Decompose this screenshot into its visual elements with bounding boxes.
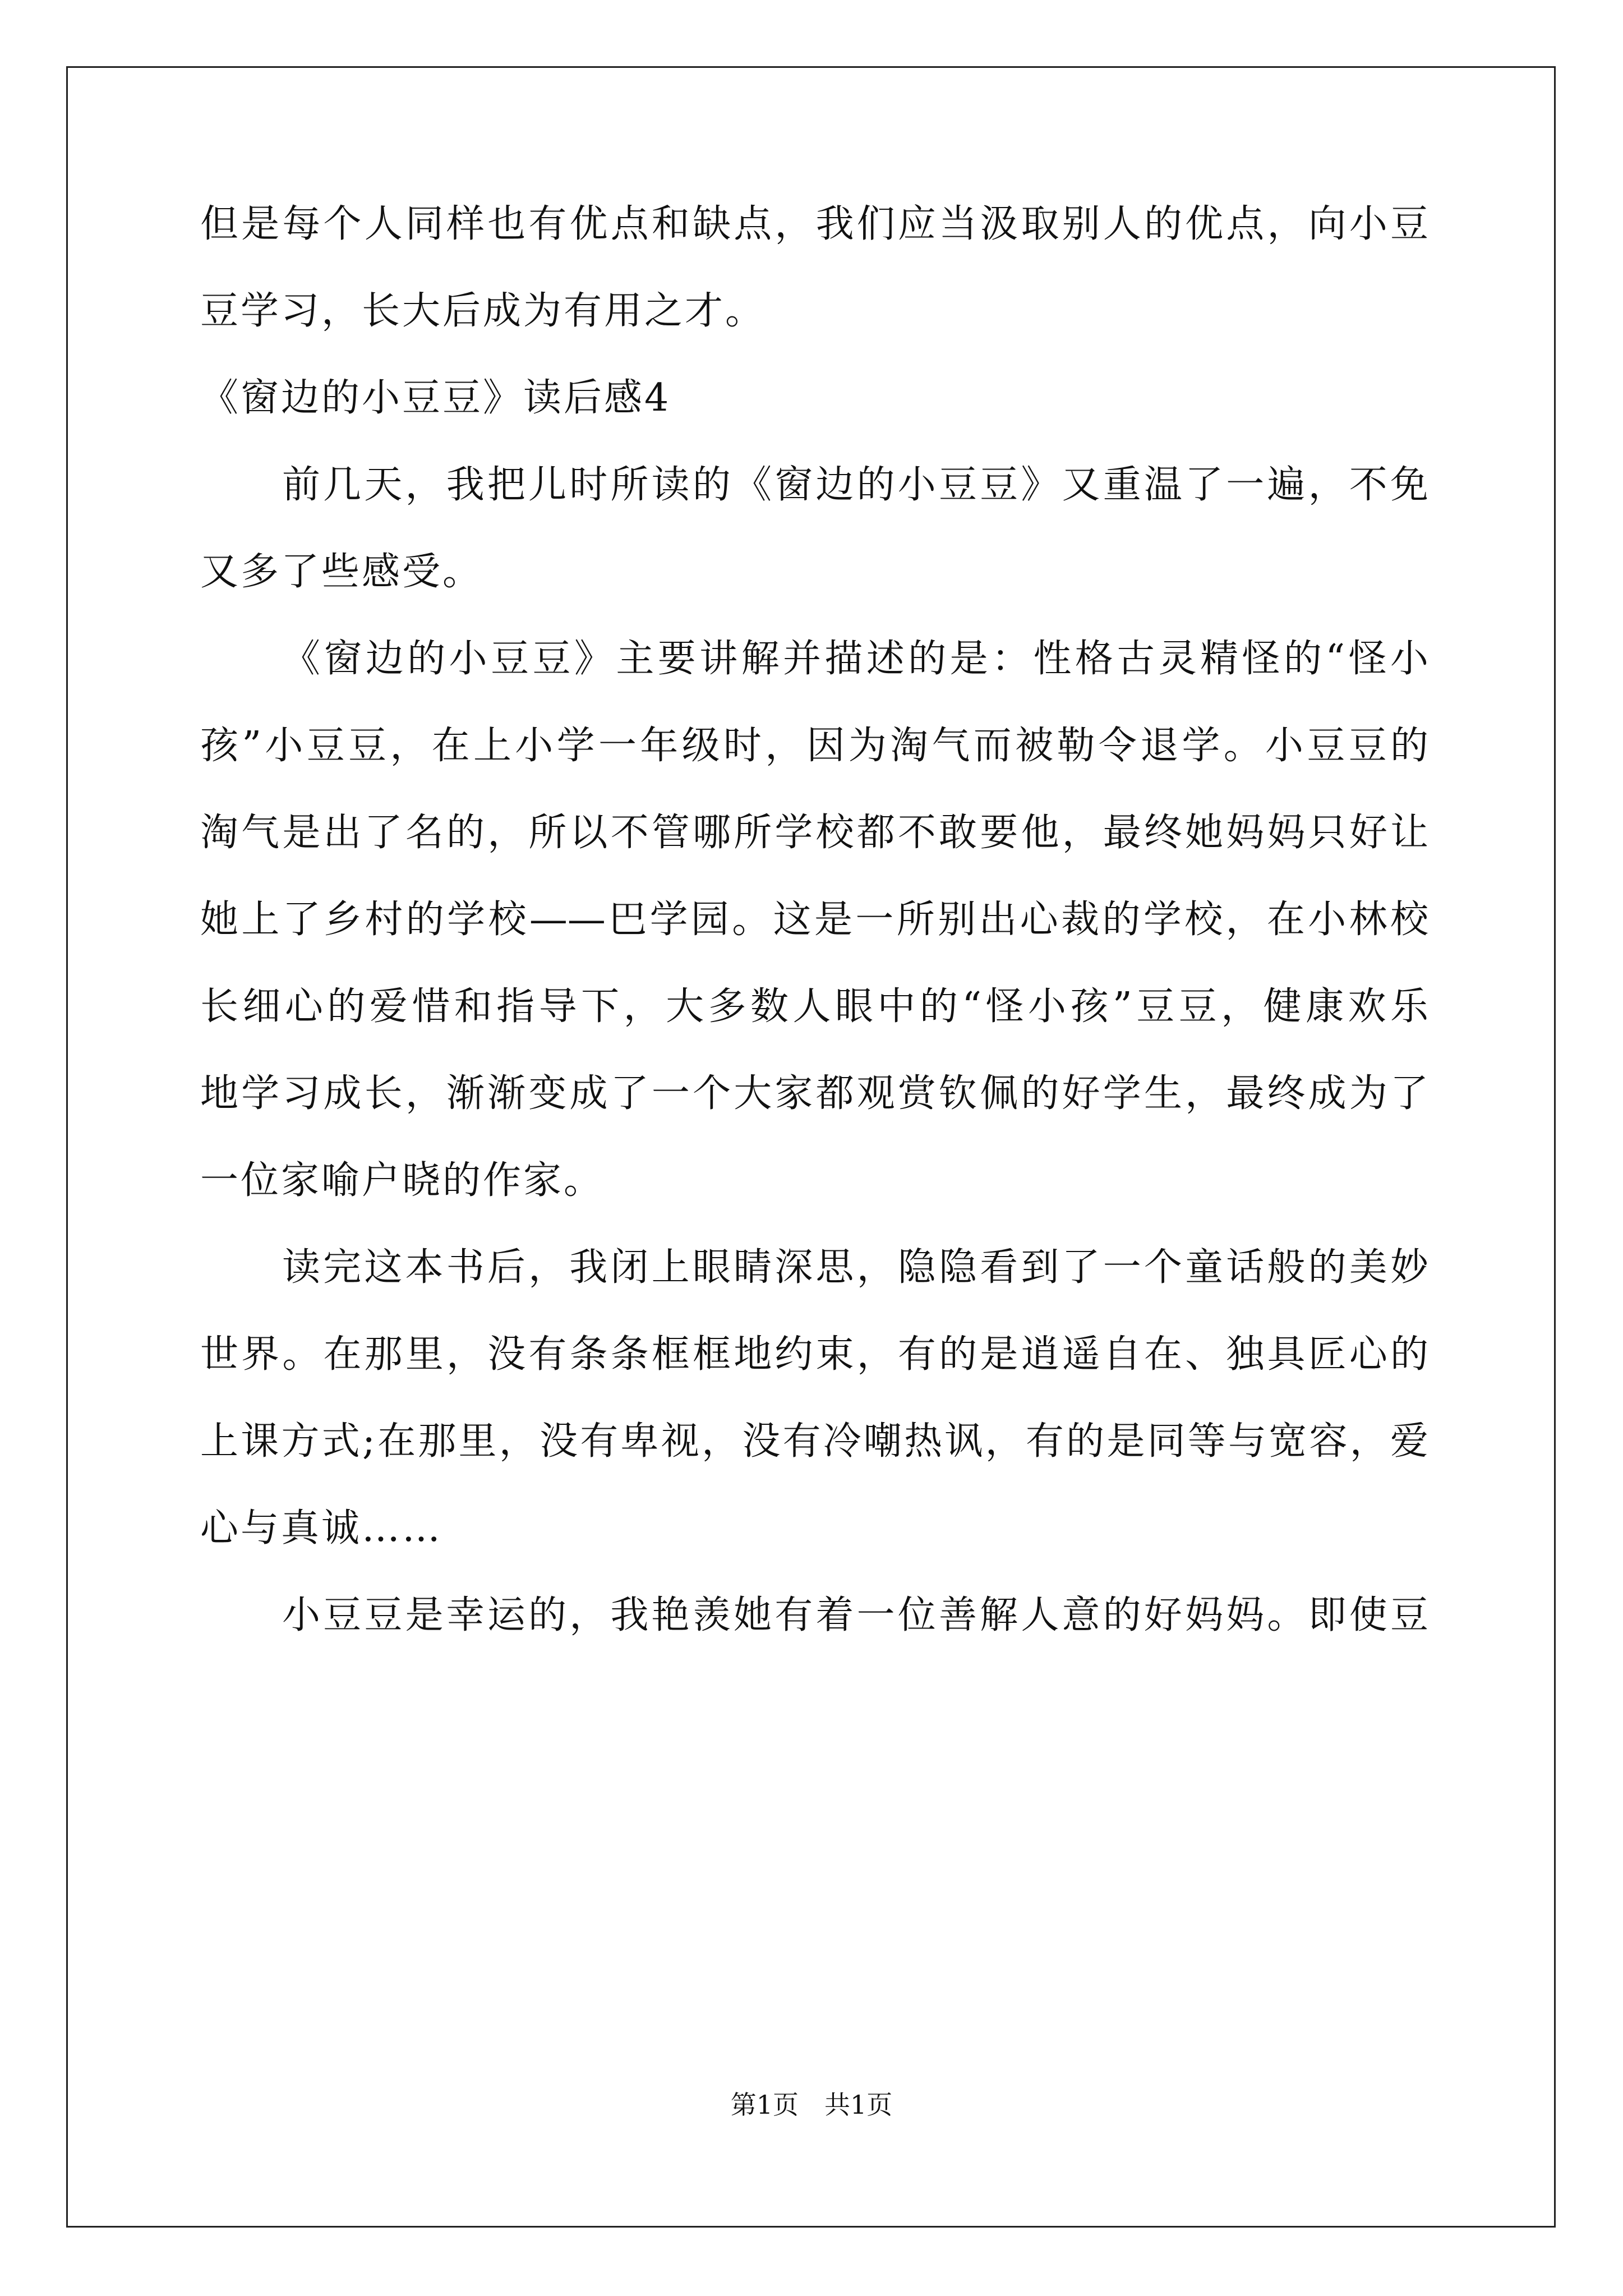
text-line: 一位家喻户晓的作家。 xyxy=(200,1158,605,1203)
text-line: 淘气是出了名的，所以不管哪所学校都不敢要他，最终她妈妈只好让 xyxy=(200,811,1428,855)
page-footer: 第1页 共1页 xyxy=(730,2090,893,2120)
text-line: 又多了些感受。 xyxy=(200,550,483,594)
text-line: 上课方式;在那里，没有卑视，没有冷嘲热讽，有的是同等与宽容，爱 xyxy=(200,1419,1428,1464)
text-line: 豆学习，长大后成为有用之才。 xyxy=(200,289,766,333)
text-line: 世界。在那里，没有条条框框地约束，有的是逍遥自在、独具匠心的 xyxy=(200,1332,1428,1377)
text-line: 前几天，我把儿时所读的《窗边的小豆豆》又重温了一遍，不免 xyxy=(282,463,1428,507)
text-line: 《窗边的小豆豆》主要讲解并描述的是：性格古灵精怪的“怪小 xyxy=(282,637,1428,681)
section-heading: 《窗边的小豆豆》读后感4 xyxy=(200,376,671,420)
text-line: 长细心的爱惜和指导下，大多数人眼中的“怪小孩”豆豆，健康欢乐 xyxy=(200,984,1428,1029)
text-line: 读完这本书后，我闭上眼睛深思，隐隐看到了一个童话般的美妙 xyxy=(282,1245,1428,1290)
text-line: 小豆豆是幸运的，我艳羡她有着一位善解人意的好妈妈。即使豆 xyxy=(282,1593,1428,1637)
text-line: 但是每个人同样也有优点和缺点，我们应当汲取别人的优点，向小豆 xyxy=(200,202,1428,246)
text-line: 她上了乡村的学校——巴学园。这是一所别出心裁的学校，在小林校 xyxy=(200,898,1428,942)
text-line: 孩”小豆豆，在上小学一年级时，因为淘气而被勒令退学。小豆豆的 xyxy=(200,724,1428,768)
text-line: 心与真诚…… xyxy=(200,1506,443,1550)
text-line: 地学习成长，渐渐变成了一个大家都观赏钦佩的好学生，最终成为了 xyxy=(200,1071,1428,1116)
